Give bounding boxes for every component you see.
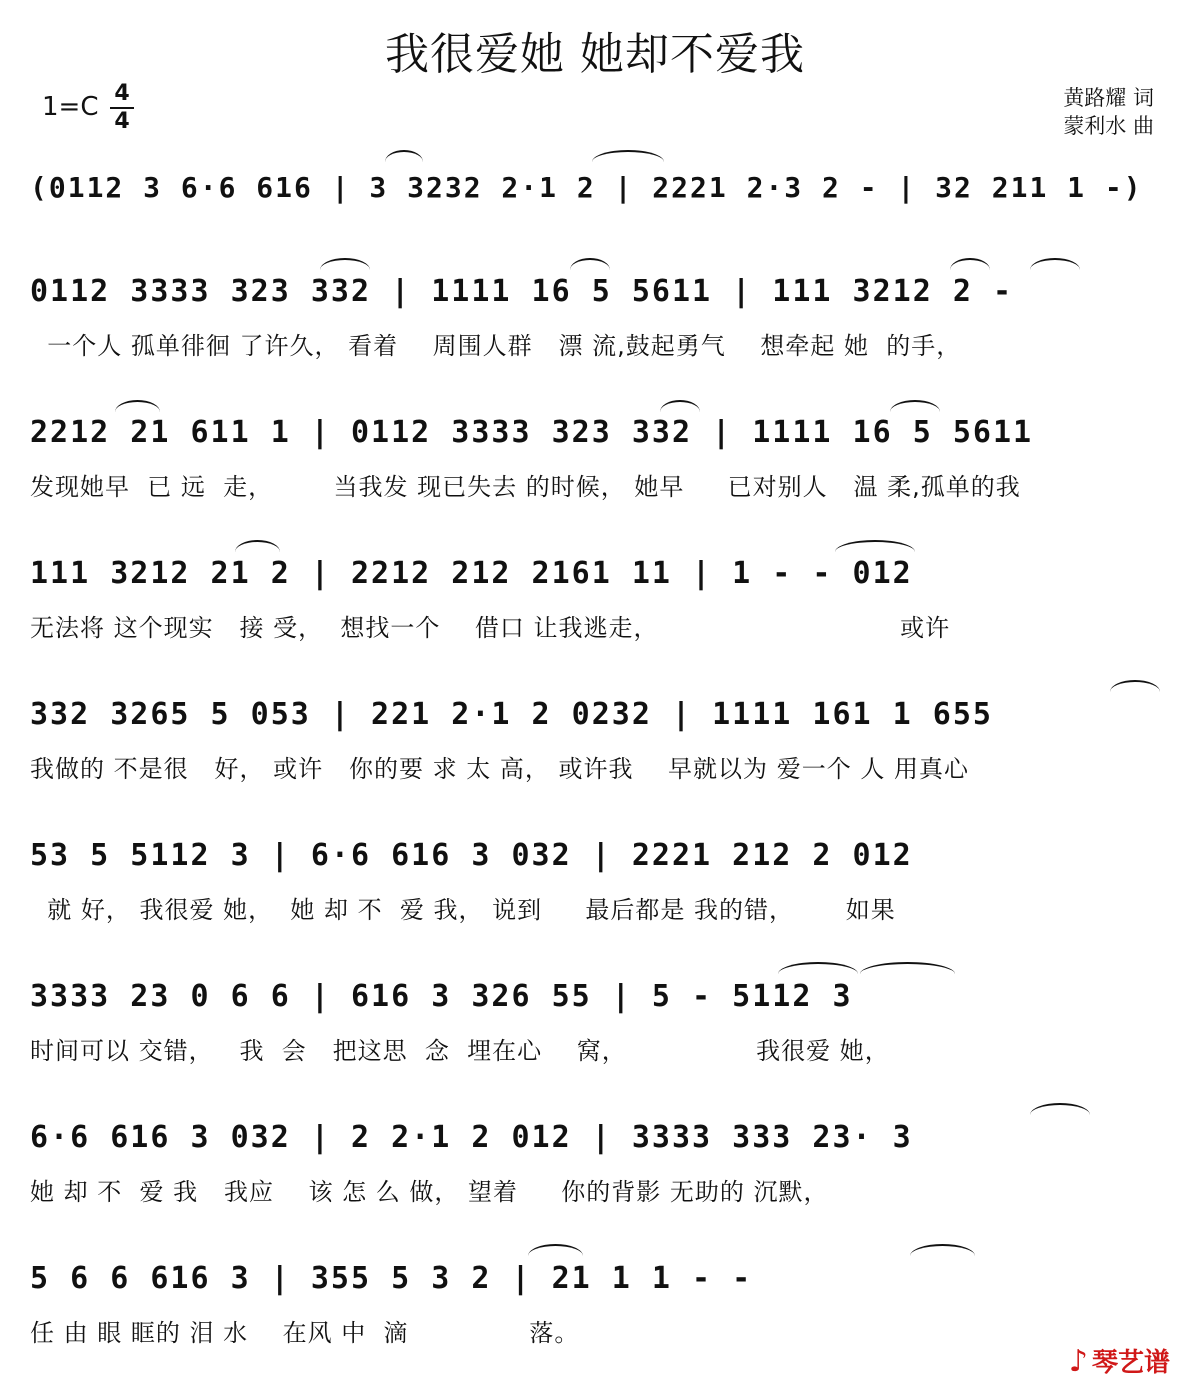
tie — [950, 258, 990, 270]
staff-line — [30, 166, 1165, 210]
staff-line — [30, 1116, 1165, 1160]
notes: 332 3265 5 053 | 221 2·1 2 0232 | 1111 161 1 655 — [30, 697, 993, 732]
lyrics-line: 发现她早 已 远 走， 当我发 现已失去 的时候， 她早 已对别人 温 柔,孤单的我 — [30, 473, 1021, 501]
staff-line — [30, 411, 1165, 455]
tie — [235, 540, 280, 552]
staff-line — [30, 834, 1165, 878]
notes: 0112 3333 323 332 | 1111 16 5 5611 | 111 3212 2 - — [30, 274, 1014, 309]
staff-line — [30, 552, 1165, 596]
tie — [778, 962, 858, 974]
logo-text: 琴艺谱 — [1091, 1348, 1170, 1378]
tie — [320, 258, 370, 270]
lyrics-line: 我做的 不是很 好， 或许 你的要 求 太 高， 或许我 早就以为 爱一个 人 用真心 — [30, 755, 969, 783]
credits — [1063, 84, 1154, 140]
tie — [910, 1244, 975, 1256]
notes: 6·6 616 3 032 | 2 2·1 2 012 | 3333 333 23· 3 — [30, 1120, 913, 1155]
staff-line — [30, 270, 1165, 314]
tie — [890, 400, 940, 412]
time-top: 4 — [114, 81, 130, 106]
staff-line — [30, 1257, 1165, 1301]
tie — [1110, 680, 1160, 692]
key-signature: 1=C — [42, 92, 99, 122]
lyricist: 黄路耀 词 — [1063, 86, 1154, 110]
time-bottom: 4 — [114, 109, 130, 134]
tie — [385, 150, 423, 162]
notes: 5 6 6 616 3 | 355 5 3 2 | 21 1 1 - - — [30, 1261, 753, 1296]
notes: 2212 21 611 1 | 0112 3333 323 332 | 1111 16 5 5611 — [30, 415, 1034, 450]
lyrics-line: 任 由 眼 眶的 泪 水 在风 中 滴 落。 — [30, 1319, 580, 1347]
staff-line — [30, 975, 1165, 1019]
lyrics-line: 她 却 不 爱 我 我应 该 怎 么 做， 望着 你的背影 无助的 沉默， — [30, 1178, 829, 1206]
notes: 3333 23 0 6 6 | 616 3 326 55 | 5 - 5112 3 — [30, 979, 853, 1014]
song-title: 我很爱她 她却不爱我 — [385, 29, 805, 80]
tie — [1030, 258, 1080, 270]
tie — [570, 258, 610, 270]
staff-line — [30, 693, 1165, 737]
composer: 蒙利水 曲 — [1063, 114, 1154, 138]
tie — [528, 1244, 583, 1256]
lyrics-line: 时间可以 交错， 我 会 把这思 念 埋在心 窝， 我很爱 她， — [30, 1037, 890, 1065]
tie — [1030, 1103, 1090, 1115]
watermark-logo — [1069, 1342, 1170, 1379]
tie — [592, 150, 664, 162]
logo-icon: ♪ — [1068, 1344, 1088, 1379]
lyrics-line: 一个人 孤单徘徊 了许久， 看着 周围人群 漂 流,鼓起勇气 想牵起 她 的手， — [30, 332, 962, 360]
notes: 111 3212 21 2 | 2212 212 2161 11 | 1 - - 012 — [30, 556, 913, 591]
tie — [860, 962, 955, 974]
notes: (0112 3 6·6 616 | 3 3232 2·1 2 | 2221 2·3 2 - | 32 211 1 -) — [30, 171, 1143, 204]
notes: 53 5 5112 3 | 6·6 616 3 032 | 2221 212 2 012 — [30, 838, 913, 873]
time-signature — [108, 82, 136, 134]
tie — [660, 400, 700, 412]
lyrics-line: 无法将 这个现实 接 受， 想找一个 借口 让我逃走， 或许 — [30, 614, 951, 642]
tie — [835, 540, 915, 552]
tie — [115, 400, 160, 412]
lyrics-line: 就 好， 我很爱 她， 她 却 不 爱 我， 说到 最后都是 我的错， 如果 — [30, 896, 896, 924]
